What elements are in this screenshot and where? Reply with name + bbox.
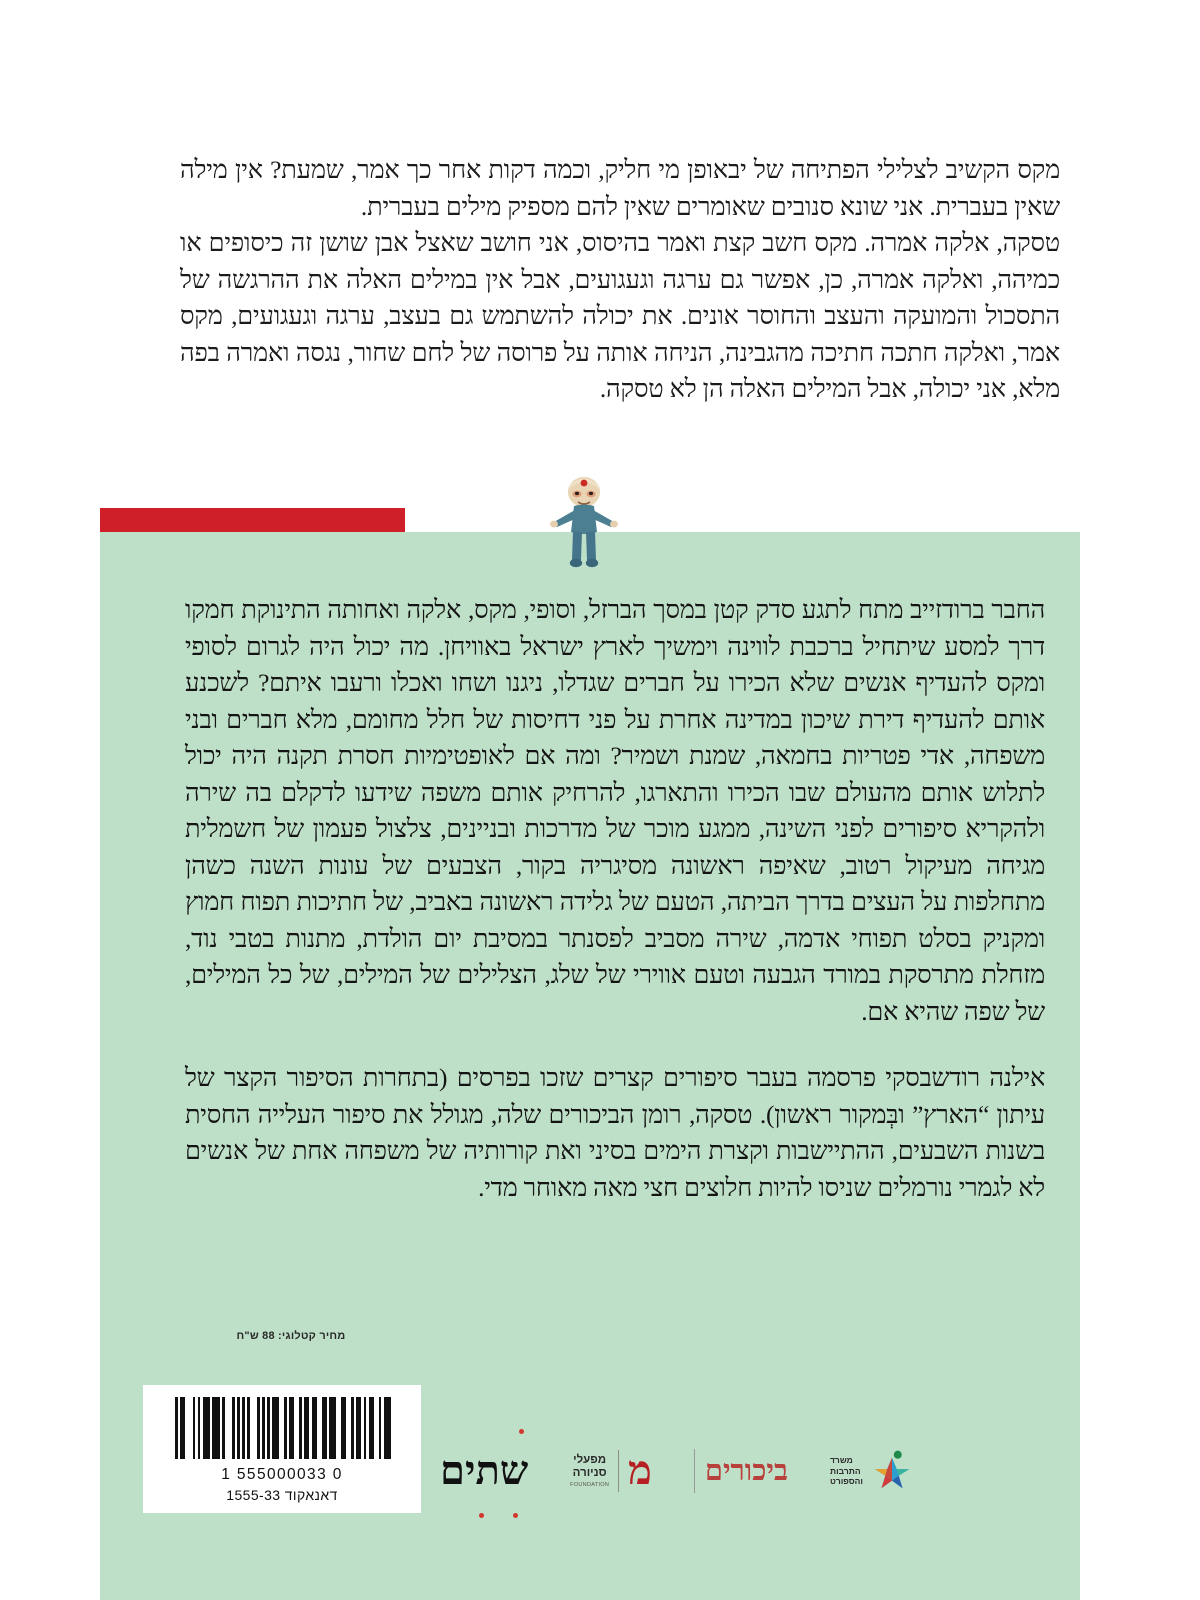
mifaley-sniora-logo xyxy=(570,1432,652,1510)
mem-letter-glyph: מ xyxy=(628,1448,652,1493)
blurb-block xyxy=(185,592,1045,1206)
ministry-line-3: והספורט xyxy=(829,1476,863,1487)
excerpt-paragraph-1: מקס הקשיב לצלילי הפתיחה של יבאופן מי חליק, וכמה דקות אחר כך אמר, שמעת? אין מילה שאין בעברית. אני שונא סנובים שאומרים שאין להם מספיק מילים בעברית. xyxy=(180,155,1060,221)
blurb-paragraph-2: אילנה רודשבסקי פרסמה בעבר סיפורים קצרים שזכו בפרסים (בתחרות הסיפור הקצר של עיתון “הארץ” ובְּמקור ראשון). טסקה, רומן הביכורים שלה, מגולל את סיפור העלייה החסית בשנות השבעים, ההתיישבות וקצרת הימים בסיני ואת קורותיה של משפחה אחת של אנשים לא לגמרי נורמלים שניסו להיות חלוצים חצי מאה מאוחר מדי. xyxy=(185,1063,1045,1202)
bikurim-logo xyxy=(694,1432,788,1510)
ministry-line-2: התרבות xyxy=(829,1465,861,1476)
baby-doll-figure xyxy=(548,476,620,568)
barcode-block xyxy=(143,1385,421,1513)
top-excerpt-block xyxy=(180,152,1060,408)
excerpt-paragraph-2: טסקה, אלקה אמרה. מקס חשב קצת ואמר בהיסוס, אני חושב שאצל אבן שושן זה כיסופים או כמיהה, ואלקה אמרה, כן, אפשר גם ערגה וגעגועים, אבל אין במילים האלה את ההרגשה של התסכול והמועקה והעצב והחוסר אונים. את יכולה להשתמש גם בעצב, ערגה וגעגועים, מקס אמר, ואלקה חתכה חתיכה מהגבינה, הניחה אותה על פרוסה של לחם שחור, נגסה ואמרה בפה מלא, אני יכולה, אבל המילים האלה הן לא טסקה. xyxy=(180,228,1060,403)
mifaley-english-line: FOUNDATION xyxy=(570,1481,610,1488)
ministry-of-culture-logo xyxy=(830,1432,915,1510)
barcode-number: 1 555000033 0 xyxy=(221,1466,343,1483)
ministry-line-1: משרד xyxy=(829,1455,853,1466)
blurb-paragraph-1: החבר ברודזייב מתח לתגע סדק קטן במסך הברזל, וסופי, מקס, אלקה ואחותה התינוקת חמקו דרך למסע שיתחיל ברכבת לווינה וימשיך לארץ ישראל באוויחן. מה יכול היה לגרום לסופי ומקס להעדיף אנשים שלא הכירו על חברים שגדלו, ניגנו ושחו ואכלו ורעבו איתם? לשכנע אותם להעדיף דירת שיכון במדינה אחרת על פני דחיסות של חלל מחומם, מלא חברים ובני משפחה, אדי פטריות בחמאה, שמנת ושמיר? ומה אם לאופטימיות חסרת תקנה היה יכול לתלוש אותם מהעולם שבו הכירו והתארגו, להרחיק אותם משפה שידעו לדקלם בה שירה ולהקריא סיפורים לפני השינה, ממגע מוכר של מדרכות ובניינים, צלצול פעמון של חשמלית מגיחה מעיקול רטוב, שאיפה ראשונה מסיגריה בקור, הצבעים של עונות השנה כשהן מתחלפות על העצים בדרך הביתה, הטעם של גלידה ראשונה באביב, של חתיכות תפוח חמוץ ומקניק בסלט תפוחי אדמה, שירה מסביב לפסנתר במסיבת יום הולדת, מתנות בטבי נוד, מזחלת מתרסקת במורד הגבעה וטעם אווירי של שלג, הצלילים של המילים, של כל המילים, של שפה שהיא אם. xyxy=(185,595,1045,1026)
dana-code: דאנאקוד 1555-33 xyxy=(226,1487,338,1503)
shtaim-publisher-logo xyxy=(440,1432,528,1510)
bikurim-wordmark: ביכורים xyxy=(704,1454,788,1487)
ministry-star-icon xyxy=(869,1448,915,1494)
mifaley-line-1: מפעלי xyxy=(573,1454,607,1467)
logo-divider xyxy=(694,1449,695,1493)
shtaim-dot-icon xyxy=(519,1429,524,1434)
publisher-logos-row xyxy=(440,1432,1060,1510)
mifaley-sniora-text xyxy=(570,1454,609,1488)
mifaley-line-2: סניורה xyxy=(572,1466,607,1479)
shtaim-wordmark: שתים xyxy=(440,1448,529,1493)
barcode-bars xyxy=(173,1397,391,1459)
logo-divider xyxy=(618,1450,619,1492)
ministry-text xyxy=(830,1455,863,1486)
catalog-price-label: מחיר קטלוגי: 88 ש"ח xyxy=(236,1330,346,1342)
